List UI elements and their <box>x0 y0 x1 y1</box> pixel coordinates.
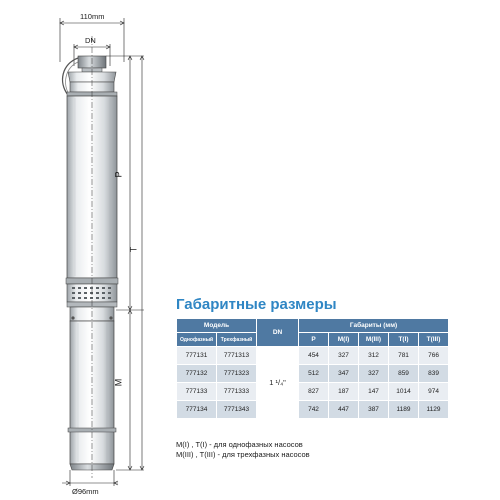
header-model: Модель <box>177 319 257 333</box>
cell-m1: 447 <box>329 401 359 419</box>
cell-m3: 327 <box>359 365 389 383</box>
table-row <box>177 383 449 401</box>
cell-t1: 781 <box>389 347 419 365</box>
cell-m3: 312 <box>359 347 389 365</box>
table-row <box>177 347 449 365</box>
cell-m1: 187 <box>329 383 359 401</box>
notes <box>176 440 310 460</box>
cell-three: 7771323 <box>217 365 257 383</box>
cell-three: 7771313 <box>217 347 257 365</box>
cell-three: 7771333 <box>217 383 257 401</box>
t-label: T <box>128 246 139 253</box>
note-single-phase: M(I) , T(I) - для однофазных насосов <box>176 440 303 449</box>
p-label: P <box>113 171 124 178</box>
cell-m1: 347 <box>329 365 359 383</box>
header-col-m1: M(I) <box>329 333 359 347</box>
cell-m3: 147 <box>359 383 389 401</box>
cell-single: 777131 <box>177 347 217 365</box>
cell-t3: 1129 <box>419 401 449 419</box>
cell-t3: 974 <box>419 383 449 401</box>
header-three-phase: Трехфазный <box>217 333 257 347</box>
cell-p: 742 <box>299 401 329 419</box>
width-label: 110mm <box>80 12 105 21</box>
cell-p: 827 <box>299 383 329 401</box>
dimensions-table <box>176 318 449 419</box>
header-dimensions: Габариты (мм) <box>299 319 449 333</box>
cell-p: 512 <box>299 365 329 383</box>
table-row <box>177 365 449 383</box>
diameter-dimension <box>62 470 118 486</box>
cell-single: 777132 <box>177 365 217 383</box>
table-title: Габаритные размеры <box>176 296 337 313</box>
cell-t1: 1014 <box>389 383 419 401</box>
cell-dn: 1 ¹/₄" <box>257 347 299 419</box>
cell-t3: 766 <box>419 347 449 365</box>
header-dn: DN <box>257 319 299 347</box>
cell-m1: 327 <box>329 347 359 365</box>
cell-t3: 839 <box>419 365 449 383</box>
cell-single: 777134 <box>177 401 217 419</box>
diameter-label: Ø96mm <box>72 487 99 496</box>
m-label: M <box>113 378 124 387</box>
header-col-t3: T(III) <box>419 333 449 347</box>
table-row <box>177 401 449 419</box>
note-three-phase: M(III) , T(III) - для трехфазных насосов <box>176 450 310 459</box>
cell-single: 777133 <box>177 383 217 401</box>
header-single-phase: Однофазный <box>177 333 217 347</box>
header-col-m3: M(III) <box>359 333 389 347</box>
cell-m3: 387 <box>359 401 389 419</box>
cell-t1: 859 <box>389 365 419 383</box>
header-col-p: P <box>299 333 329 347</box>
cell-three: 7771343 <box>217 401 257 419</box>
dn-label: DN <box>85 36 96 45</box>
cell-p: 454 <box>299 347 329 365</box>
cell-t1: 1189 <box>389 401 419 419</box>
header-col-t1: T(I) <box>389 333 419 347</box>
